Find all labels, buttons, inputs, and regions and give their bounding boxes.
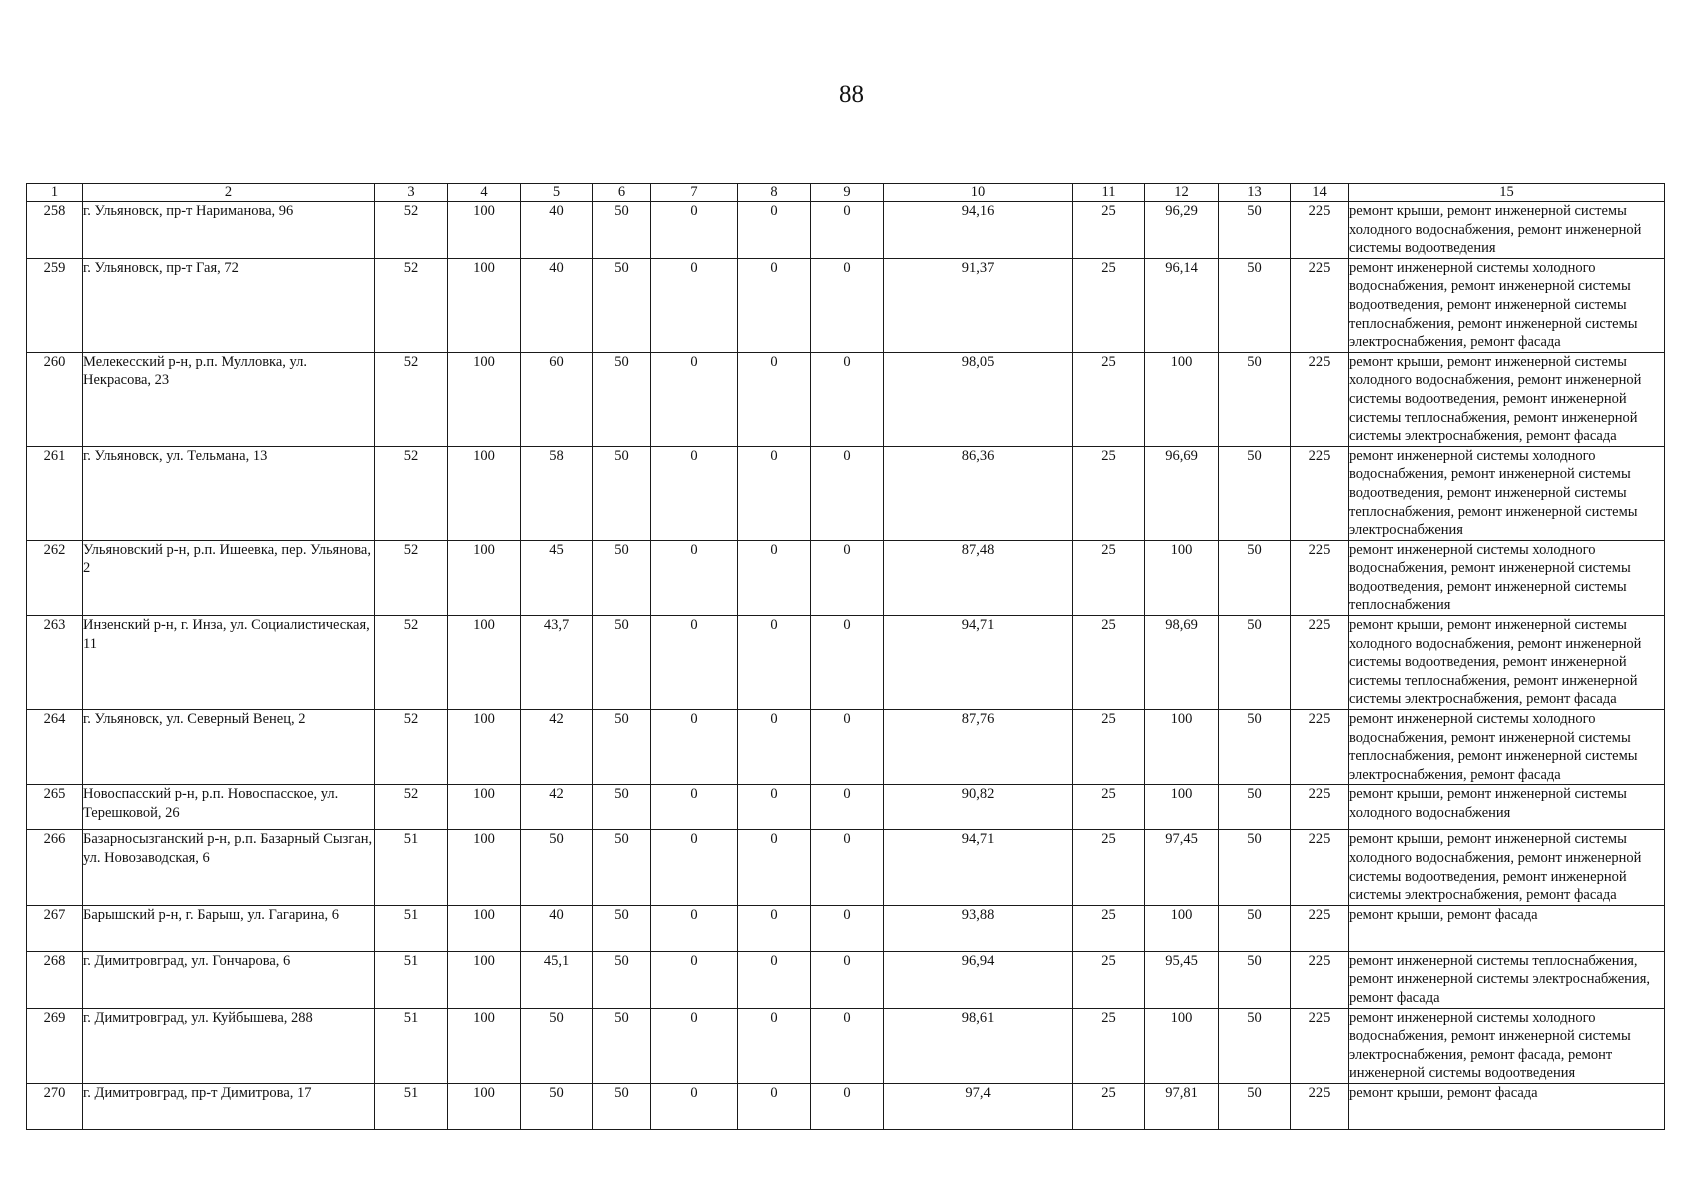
table-row: [27, 258, 1665, 352]
col-4-cell: 100: [448, 258, 521, 352]
col-11-cell: 25: [1073, 905, 1145, 951]
col-6-cell: 50: [593, 1008, 651, 1083]
col-7-cell: 0: [651, 352, 738, 446]
address-cell: Барышский р-н, г. Барыш, ул. Гагарина, 6: [83, 905, 375, 951]
col-4-cell: 100: [448, 540, 521, 615]
col-4-cell: 100: [448, 202, 521, 259]
col-9-cell: 0: [811, 905, 884, 951]
col-12-cell: 97,45: [1145, 830, 1219, 905]
col-12-cell: 100: [1145, 785, 1219, 830]
row-number: 269: [27, 1008, 83, 1083]
col-7-cell: 0: [651, 446, 738, 540]
col-5-cell: 42: [521, 785, 593, 830]
col-13-cell: 50: [1219, 258, 1291, 352]
address-cell: г. Ульяновск, пр-т Гая, 72: [83, 258, 375, 352]
column-header-15: 15: [1349, 184, 1665, 202]
col-6-cell: 50: [593, 446, 651, 540]
column-header-5: 5: [521, 184, 593, 202]
col-12-cell: 96,14: [1145, 258, 1219, 352]
house-repair-table: [26, 183, 1665, 1130]
col-13-cell: 50: [1219, 352, 1291, 446]
row-number: 259: [27, 258, 83, 352]
col-9-cell: 0: [811, 352, 884, 446]
col-7-cell: 0: [651, 1083, 738, 1129]
col-10-cell: 98,05: [884, 352, 1073, 446]
col-9-cell: 0: [811, 1083, 884, 1129]
col-8-cell: 0: [738, 202, 811, 259]
row-number: 267: [27, 905, 83, 951]
col-13-cell: 50: [1219, 830, 1291, 905]
address-cell: Новоспасский р-н, р.п. Новоспасское, ул. Терешковой, 26: [83, 785, 375, 830]
repair-works-cell: ремонт крыши, ремонт инженерной системы холодного водоснабжения, ремонт инженерной системы водоотведения: [1349, 202, 1665, 259]
repair-works-cell: ремонт инженерной системы холодного водоснабжения, ремонт инженерной системы электроснабжения, ремонт фасада, ремонт инженерной системы водоотведения: [1349, 1008, 1665, 1083]
col-11-cell: 25: [1073, 1083, 1145, 1129]
col-10-cell: 87,76: [884, 710, 1073, 785]
table-row: [27, 830, 1665, 905]
col-3-cell: 52: [375, 540, 448, 615]
address-cell: г. Ульяновск, ул. Северный Венец, 2: [83, 710, 375, 785]
col-12-cell: 97,81: [1145, 1083, 1219, 1129]
col-14-cell: 225: [1291, 258, 1349, 352]
col-11-cell: 25: [1073, 830, 1145, 905]
col-9-cell: 0: [811, 202, 884, 259]
col-6-cell: 50: [593, 540, 651, 615]
col-8-cell: 0: [738, 258, 811, 352]
col-9-cell: 0: [811, 710, 884, 785]
table-row: [27, 951, 1665, 1008]
col-4-cell: 100: [448, 710, 521, 785]
row-number: 261: [27, 446, 83, 540]
col-7-cell: 0: [651, 1008, 738, 1083]
col-10-cell: 93,88: [884, 905, 1073, 951]
col-5-cell: 45,1: [521, 951, 593, 1008]
col-11-cell: 25: [1073, 202, 1145, 259]
col-5-cell: 43,7: [521, 616, 593, 710]
col-6-cell: 50: [593, 830, 651, 905]
column-header-6: 6: [593, 184, 651, 202]
col-11-cell: 25: [1073, 352, 1145, 446]
col-14-cell: 225: [1291, 905, 1349, 951]
col-4-cell: 100: [448, 905, 521, 951]
table-row: [27, 446, 1665, 540]
table-row: [27, 616, 1665, 710]
col-11-cell: 25: [1073, 616, 1145, 710]
col-5-cell: 40: [521, 905, 593, 951]
col-3-cell: 52: [375, 202, 448, 259]
col-5-cell: 60: [521, 352, 593, 446]
col-10-cell: 97,4: [884, 1083, 1073, 1129]
column-header-7: 7: [651, 184, 738, 202]
col-14-cell: 225: [1291, 785, 1349, 830]
table-row: [27, 710, 1665, 785]
col-3-cell: 52: [375, 258, 448, 352]
col-5-cell: 40: [521, 258, 593, 352]
repair-works-cell: ремонт крыши, ремонт инженерной системы холодного водоснабжения: [1349, 785, 1665, 830]
col-5-cell: 50: [521, 830, 593, 905]
column-header-12: 12: [1145, 184, 1219, 202]
col-6-cell: 50: [593, 616, 651, 710]
repair-works-cell: ремонт крыши, ремонт инженерной системы холодного водоснабжения, ремонт инженерной системы водоотведения, ремонт инженерной системы теплоснабжения, ремонт инженерной системы электроснабжения, ремонт фасада: [1349, 352, 1665, 446]
col-12-cell: 100: [1145, 710, 1219, 785]
row-number: 258: [27, 202, 83, 259]
table-row: [27, 202, 1665, 259]
col-10-cell: 98,61: [884, 1008, 1073, 1083]
col-8-cell: 0: [738, 446, 811, 540]
col-14-cell: 225: [1291, 202, 1349, 259]
col-11-cell: 25: [1073, 710, 1145, 785]
col-10-cell: 94,16: [884, 202, 1073, 259]
col-10-cell: 96,94: [884, 951, 1073, 1008]
table-row: [27, 905, 1665, 951]
col-9-cell: 0: [811, 446, 884, 540]
col-6-cell: 50: [593, 710, 651, 785]
col-10-cell: 90,82: [884, 785, 1073, 830]
col-9-cell: 0: [811, 616, 884, 710]
col-12-cell: 100: [1145, 1008, 1219, 1083]
col-13-cell: 50: [1219, 202, 1291, 259]
col-7-cell: 0: [651, 710, 738, 785]
table-row: [27, 352, 1665, 446]
col-10-cell: 94,71: [884, 830, 1073, 905]
col-9-cell: 0: [811, 951, 884, 1008]
col-12-cell: 98,69: [1145, 616, 1219, 710]
col-12-cell: 100: [1145, 905, 1219, 951]
col-8-cell: 0: [738, 540, 811, 615]
col-9-cell: 0: [811, 785, 884, 830]
column-header-8: 8: [738, 184, 811, 202]
col-14-cell: 225: [1291, 951, 1349, 1008]
page-number: 88: [839, 81, 864, 108]
col-13-cell: 50: [1219, 446, 1291, 540]
col-9-cell: 0: [811, 540, 884, 615]
table-row: [27, 540, 1665, 615]
col-10-cell: 91,37: [884, 258, 1073, 352]
col-7-cell: 0: [651, 785, 738, 830]
col-7-cell: 0: [651, 830, 738, 905]
row-number: 268: [27, 951, 83, 1008]
col-9-cell: 0: [811, 830, 884, 905]
col-14-cell: 225: [1291, 710, 1349, 785]
col-4-cell: 100: [448, 785, 521, 830]
col-8-cell: 0: [738, 1083, 811, 1129]
col-3-cell: 51: [375, 905, 448, 951]
address-cell: г. Димитровград, ул. Куйбышева, 288: [83, 1008, 375, 1083]
col-13-cell: 50: [1219, 616, 1291, 710]
address-cell: Инзенский р-н, г. Инза, ул. Социалистическая, 11: [83, 616, 375, 710]
column-header-1: 1: [27, 184, 83, 202]
column-header-11: 11: [1073, 184, 1145, 202]
column-header-2: 2: [83, 184, 375, 202]
col-4-cell: 100: [448, 352, 521, 446]
col-6-cell: 50: [593, 785, 651, 830]
col-7-cell: 0: [651, 202, 738, 259]
column-header-9: 9: [811, 184, 884, 202]
repair-works-cell: ремонт крыши, ремонт инженерной системы холодного водоснабжения, ремонт инженерной системы водоотведения, ремонт инженерной системы электроснабжения, ремонт фасада: [1349, 830, 1665, 905]
col-14-cell: 225: [1291, 616, 1349, 710]
col-14-cell: 225: [1291, 1008, 1349, 1083]
col-3-cell: 51: [375, 830, 448, 905]
col-8-cell: 0: [738, 785, 811, 830]
address-cell: Мелекесский р-н, р.п. Мулловка, ул. Некрасова, 23: [83, 352, 375, 446]
col-5-cell: 58: [521, 446, 593, 540]
col-7-cell: 0: [651, 616, 738, 710]
col-14-cell: 225: [1291, 352, 1349, 446]
col-12-cell: 100: [1145, 352, 1219, 446]
address-cell: Ульяновский р-н, р.п. Ишеевка, пер. Ульянова, 2: [83, 540, 375, 615]
col-8-cell: 0: [738, 352, 811, 446]
repair-works-cell: ремонт крыши, ремонт фасада: [1349, 905, 1665, 951]
col-10-cell: 94,71: [884, 616, 1073, 710]
row-number: 264: [27, 710, 83, 785]
row-number: 263: [27, 616, 83, 710]
col-11-cell: 25: [1073, 446, 1145, 540]
col-6-cell: 50: [593, 905, 651, 951]
col-8-cell: 0: [738, 616, 811, 710]
col-4-cell: 100: [448, 446, 521, 540]
col-10-cell: 86,36: [884, 446, 1073, 540]
repair-works-cell: ремонт инженерной системы теплоснабжения, ремонт инженерной системы электроснабжения, ремонт фасада: [1349, 951, 1665, 1008]
table-body: [27, 202, 1665, 1130]
col-8-cell: 0: [738, 710, 811, 785]
col-4-cell: 100: [448, 1083, 521, 1129]
col-8-cell: 0: [738, 830, 811, 905]
col-13-cell: 50: [1219, 905, 1291, 951]
col-6-cell: 50: [593, 951, 651, 1008]
address-cell: г. Ульяновск, пр-т Нариманова, 96: [83, 202, 375, 259]
col-12-cell: 96,29: [1145, 202, 1219, 259]
col-11-cell: 25: [1073, 258, 1145, 352]
row-number: 262: [27, 540, 83, 615]
col-6-cell: 50: [593, 352, 651, 446]
col-5-cell: 42: [521, 710, 593, 785]
col-13-cell: 50: [1219, 540, 1291, 615]
col-7-cell: 0: [651, 951, 738, 1008]
row-number: 270: [27, 1083, 83, 1129]
col-13-cell: 50: [1219, 951, 1291, 1008]
col-4-cell: 100: [448, 616, 521, 710]
col-5-cell: 45: [521, 540, 593, 615]
repair-works-cell: ремонт крыши, ремонт инженерной системы холодного водоснабжения, ремонт инженерной системы водоотведения, ремонт инженерной системы теплоснабжения, ремонт инженерной системы электроснабжения, ремонт фасада: [1349, 616, 1665, 710]
col-13-cell: 50: [1219, 785, 1291, 830]
col-8-cell: 0: [738, 905, 811, 951]
repair-works-cell: ремонт инженерной системы холодного водоснабжения, ремонт инженерной системы водоотведения, ремонт инженерной системы теплоснабжения, ремонт инженерной системы электроснабжения: [1349, 446, 1665, 540]
col-5-cell: 50: [521, 1083, 593, 1129]
col-14-cell: 225: [1291, 540, 1349, 615]
col-3-cell: 52: [375, 352, 448, 446]
col-7-cell: 0: [651, 540, 738, 615]
col-11-cell: 25: [1073, 1008, 1145, 1083]
table-row: [27, 785, 1665, 830]
address-cell: г. Ульяновск, ул. Тельмана, 13: [83, 446, 375, 540]
table-row: [27, 1008, 1665, 1083]
col-3-cell: 51: [375, 1083, 448, 1129]
col-12-cell: 96,69: [1145, 446, 1219, 540]
col-8-cell: 0: [738, 1008, 811, 1083]
col-7-cell: 0: [651, 905, 738, 951]
col-3-cell: 52: [375, 446, 448, 540]
column-number-header-row: [27, 184, 1665, 202]
col-14-cell: 225: [1291, 446, 1349, 540]
column-header-3: 3: [375, 184, 448, 202]
col-9-cell: 0: [811, 1008, 884, 1083]
address-cell: Базарносызганский р-н, р.п. Базарный Сызган, ул. Новозаводская, 6: [83, 830, 375, 905]
row-number: 266: [27, 830, 83, 905]
col-10-cell: 87,48: [884, 540, 1073, 615]
col-11-cell: 25: [1073, 951, 1145, 1008]
table-row: [27, 1083, 1665, 1129]
col-12-cell: 100: [1145, 540, 1219, 615]
col-8-cell: 0: [738, 951, 811, 1008]
col-13-cell: 50: [1219, 710, 1291, 785]
col-9-cell: 0: [811, 258, 884, 352]
col-5-cell: 50: [521, 1008, 593, 1083]
repair-works-cell: ремонт инженерной системы холодного водоснабжения, ремонт инженерной системы теплоснабжения, ремонт инженерной системы электроснабжения, ремонт фасада: [1349, 710, 1665, 785]
col-3-cell: 51: [375, 951, 448, 1008]
col-4-cell: 100: [448, 830, 521, 905]
column-header-14: 14: [1291, 184, 1349, 202]
col-6-cell: 50: [593, 1083, 651, 1129]
address-cell: г. Димитровград, пр-т Димитрова, 17: [83, 1083, 375, 1129]
col-13-cell: 50: [1219, 1008, 1291, 1083]
col-4-cell: 100: [448, 951, 521, 1008]
repair-works-cell: ремонт инженерной системы холодного водоснабжения, ремонт инженерной системы водоотведения, ремонт инженерной системы теплоснабжения: [1349, 540, 1665, 615]
col-11-cell: 25: [1073, 785, 1145, 830]
column-header-13: 13: [1219, 184, 1291, 202]
row-number: 260: [27, 352, 83, 446]
column-header-10: 10: [884, 184, 1073, 202]
col-14-cell: 225: [1291, 830, 1349, 905]
col-3-cell: 52: [375, 616, 448, 710]
col-5-cell: 40: [521, 202, 593, 259]
col-3-cell: 52: [375, 710, 448, 785]
column-header-4: 4: [448, 184, 521, 202]
repair-works-cell: ремонт крыши, ремонт фасада: [1349, 1083, 1665, 1129]
col-4-cell: 100: [448, 1008, 521, 1083]
col-11-cell: 25: [1073, 540, 1145, 615]
address-cell: г. Димитровград, ул. Гончарова, 6: [83, 951, 375, 1008]
col-6-cell: 50: [593, 258, 651, 352]
col-3-cell: 52: [375, 785, 448, 830]
col-13-cell: 50: [1219, 1083, 1291, 1129]
row-number: 265: [27, 785, 83, 830]
repair-works-cell: ремонт инженерной системы холодного водоснабжения, ремонт инженерной системы водоотведения, ремонт инженерной системы теплоснабжения, ремонт инженерной системы электроснабжения, ремонт фасада: [1349, 258, 1665, 352]
col-3-cell: 51: [375, 1008, 448, 1083]
col-6-cell: 50: [593, 202, 651, 259]
col-14-cell: 225: [1291, 1083, 1349, 1129]
col-12-cell: 95,45: [1145, 951, 1219, 1008]
col-7-cell: 0: [651, 258, 738, 352]
